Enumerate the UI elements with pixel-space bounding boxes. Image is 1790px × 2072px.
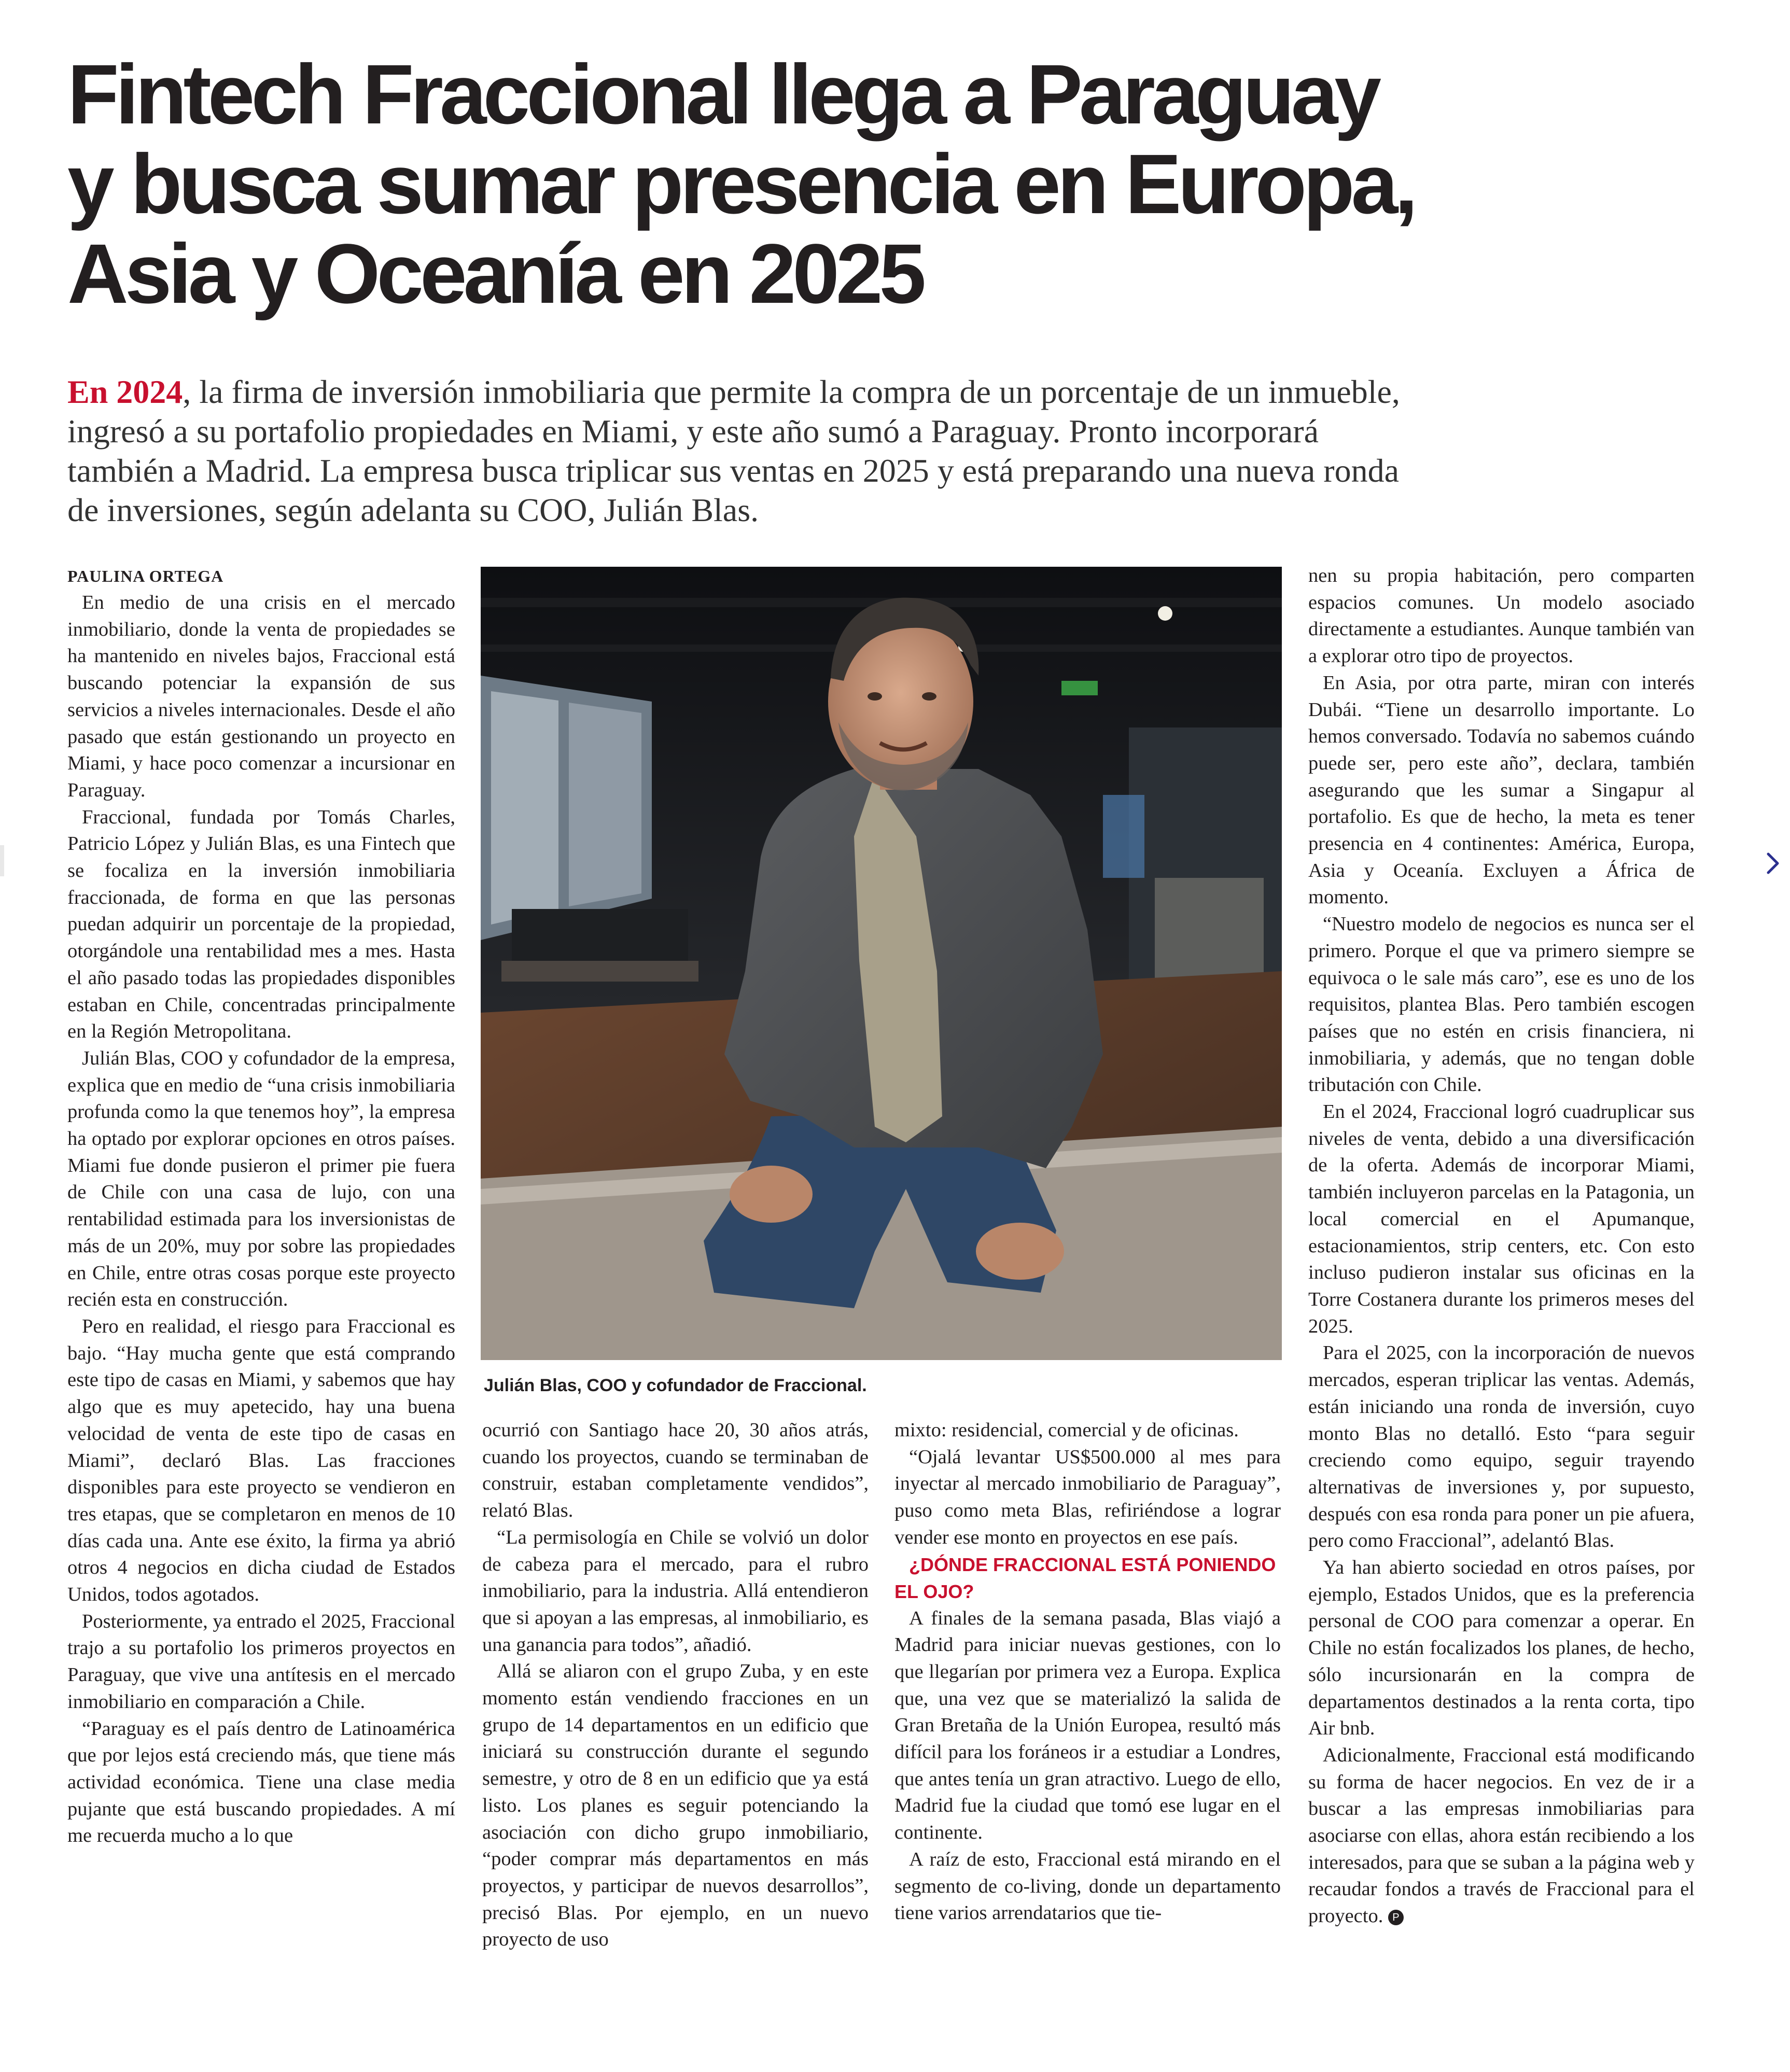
body-paragraph: “Paraguay es el país dentro de Latinoamérica que por lejos está creciendo más, que tiene más actividad económica. Tiene una clase media pujante que está buscando propiedades. A mí me recuerda mucho a lo que <box>67 1717 455 1847</box>
body-paragraph: En el 2024, Fraccional logró cuadruplicar sus niveles de venta, debido a una diversificación de la oferta. Además de incorporar Miami, también incluyeron parcelas en la Patagonia, un local comercial en el Apumanque, estacionamientos, strip centers, etc. Con esto incluso pudieron instalar sus oficinas en la Torre Costanera durante los primeros meses del 2025. <box>1308 1101 1695 1337</box>
body-paragraph: A raíz de esto, Fraccional está mirando en el segmento de co-living, donde un departamento tiene varios arrendatarios que tie- <box>894 1848 1281 1924</box>
body-paragraph <box>1308 1742 1695 1930</box>
end-mark-icon: P <box>1388 1910 1404 1925</box>
body-paragraph: “Ojalá levantar US$500.000 al mes para inyectar al mercado inmobiliario de Paraguay”, puso como meta Blas, refiriéndose a lograr vender ese monto en proyectos en ese país. <box>894 1446 1281 1548</box>
body-paragraph: A finales de la semana pasada, Blas viajó a Madrid para iniciar nuevas gestiones, con lo que llegarían por primera vez a Europa. Explica que, una vez que se materializó la salida de Gran Bretaña de la Unión Europea, resultó más difícil para los foráneos ir a estudiar a Londres, que antes tenía un gran atractivo. Luego de ello, Madrid fue la ciudad que tomó ese lugar en el continente. <box>894 1607 1281 1844</box>
body-paragraph: Para el 2025, con la incorporación de nuevos mercados, esperan triplicar las ventas. Además, están iniciando una ronda de inversión, cuyo monto Blas no detalló. Esto “para seguir creciendo como equipo, seguir trayendo alternativas de inversiones y, por supuesto, después con esa ronda para poner un pie afuera, pero como Fraccional”, adelantó Blas. <box>1308 1342 1695 1552</box>
byline: PAULINA ORTEGA <box>67 567 224 585</box>
body-paragraph: Julián Blas, COO y cofundador de la empresa, explica que en medio de “una crisis inmobiliaria profunda como la que tenemos hoy”, la empresa ha optado por explorar opciones en otros países. Miami fue donde pusieron el primer pie fuera de Chile con una casa de lujo, con una rentabilidad estimada para los inversionistas de más de un 20%, muy por sobre las propiedades en Chile, entre otras cosas porque este proyecto recién esta en construcción. <box>67 1047 455 1311</box>
headline: Fintech Fraccional llega a Paraguay y busca sumar presencia en Europa, Asia y Oceanía en 2025 <box>67 47 1415 321</box>
column-1 <box>67 563 455 1850</box>
column-4 <box>1308 563 1695 1930</box>
column-3 <box>894 1417 1281 1927</box>
next-page-button[interactable] <box>1756 840 1790 887</box>
body-paragraph: Allá se aliaron con el grupo Zuba, y en este momento están vendiendo fracciones en un grupo de 14 departamentos en un edificio que iniciará su construcción durante el segundo semestre, y otro de 8 en un edificio que ya está listo. Los planes es seguir potenciando la asociación con dicho grupo inmobiliario, “poder comprar más departamentos en más proyectos, y participar de nuevos desarrollos”, precisó Blas. Por ejemplo, en un nuevo proyecto de uso <box>482 1660 869 1951</box>
body-paragraph: “Nuestro modelo de negocios es nunca ser el primero. Porque el que va primero siempre se equivoca o le sale más caro”, ese es uno de los requisitos, plantea Blas. Pero también escogen países que no estén en crisis financiera, ni inmobiliaria, y además, que no tengan doble tributación con Chile. <box>1308 913 1695 1096</box>
body-paragraph: En medio de una crisis en el mercado inmobiliario, donde la venta de propiedades se ha mantenido en niveles bajos, Fraccional está buscando potenciar la expansión de sus servicios a niveles internacionales. Desde el año pasado que están gestionando un proyecto en Miami, y hace poco comenzar a incursionar en Paraguay. <box>67 592 455 801</box>
last-paragraph-text: Adicionalmente, Fraccional está modificando su forma de hacer negocios. En vez de ir a buscar a las empresas inmobiliarias para asociarse con ellas, ahora están recibiendo a los interesados, para que se suban a la página web y recaudar fondos a través de Fraccional para el proyecto. <box>1308 1744 1695 1927</box>
body-paragraph: nen su propia habitación, pero comparten espacios comunes. Un modelo asociado directamente a estudiantes. Aunque también van a explorar otro tipo de proyectos. <box>1308 565 1695 667</box>
body-paragraph: En Asia, por otra parte, miran con interés Dubái. “Tiene un desarrollo importante. Lo hemos conversado. Todavía no sabemos cuándo puede ser, pero este año”, declara, también asegurando que les sumar a Singapur al portafolio. Es que de hecho, la meta es tener presencia en 4 continentes: América, Europa, Asia y Oceanía. Excluyen a África de momento. <box>1308 671 1695 908</box>
portrait-photo <box>481 567 1282 1360</box>
body-paragraph: ocurrió con Santiago hace 20, 30 años atrás, cuando los proyectos, cuando se terminaban de construir, estaban completamente vendidos”, relató Blas. <box>482 1419 869 1522</box>
portrait-illustration <box>481 567 1282 1360</box>
lead-text: , la firma de inversión inmobiliaria que permite la compra de un porcentaje de un inmueble, ingresó a su portafolio propiedades en Miami, y este año sumó a Paraguay. Pronto incorporará también a Madrid. La empresa busca triplicar sus ventas en 2025 y está preparando una nueva ronda de inversiones, según adelanta su COO, Julián Blas. <box>67 373 1400 528</box>
chevron-right-icon <box>1765 851 1781 876</box>
body-paragraph: Fraccional, fundada por Tomás Charles, Patricio López y Julián Blas, es una Fintech que se focaliza en la inversión inmobiliaria fraccionada, de forma en que las personas puedan adquirir un porcentaje de la propiedad, otorgándole una rentabilidad mes a mes. Hasta el año pasado todas las propiedades disponibles estaban en Chile, concentradas principalmente en la Región Metropolitana. <box>67 806 455 1043</box>
body-paragraph: Posteriormente, ya entrado el 2025, Fraccional trajo a su portafolio los primeros proyectos en Paraguay, que vive una antítesis en el mercado inmobiliario en comparación a Chile. <box>67 1610 455 1713</box>
lead-paragraph <box>67 372 1416 530</box>
body-paragraph: “La permisología en Chile se volvió un dolor de cabeza para el mercado, para el rubro inmobiliario, para la industria. Allá entendieron que si apoyan a las empresas, al inmobiliario, es una ganancia para todos”, añadió. <box>482 1526 869 1656</box>
prev-page-edge[interactable] <box>0 845 4 876</box>
body-paragraph: Pero en realidad, el riesgo para Fraccional es bajo. “Hay mucha gente que está comprando este tipo de casas en Miami, y sabemos que hay algo que es muy apetecido, hay una buena velocidad de venta de este tipo de casas en Miami”, declaró Blas. Las fracciones disponibles para este proyecto se vendieron en tres etapas, que se completaron en menos de 10 días cada una. Ante ese éxito, la firma ya abrió otros 4 negocios en dicha ciudad de Estados Unidos, todos agotados. <box>67 1315 455 1606</box>
photo-caption: Julián Blas, COO y cofundador de Fraccional. <box>484 1376 867 1395</box>
lead-kicker: En 2024 <box>67 373 183 410</box>
body-paragraph: mixto: residencial, comercial y de oficinas. <box>894 1419 1239 1441</box>
body-paragraph: Ya han abierto sociedad en otros países, por ejemplo, Estados Unidos, que es la preferencia personal de COO para comenzar a operar. En Chile no están focalizados los planes, de hecho, sólo incursionarán en la compra de departamentos destinados a la renta corta, tipo Air bnb. <box>1308 1557 1695 1740</box>
column-2 <box>482 1417 869 1953</box>
section-subhead: ¿DÓNDE FRACCIONAL ESTÁ PONIENDO EL OJO? <box>894 1553 1276 1602</box>
